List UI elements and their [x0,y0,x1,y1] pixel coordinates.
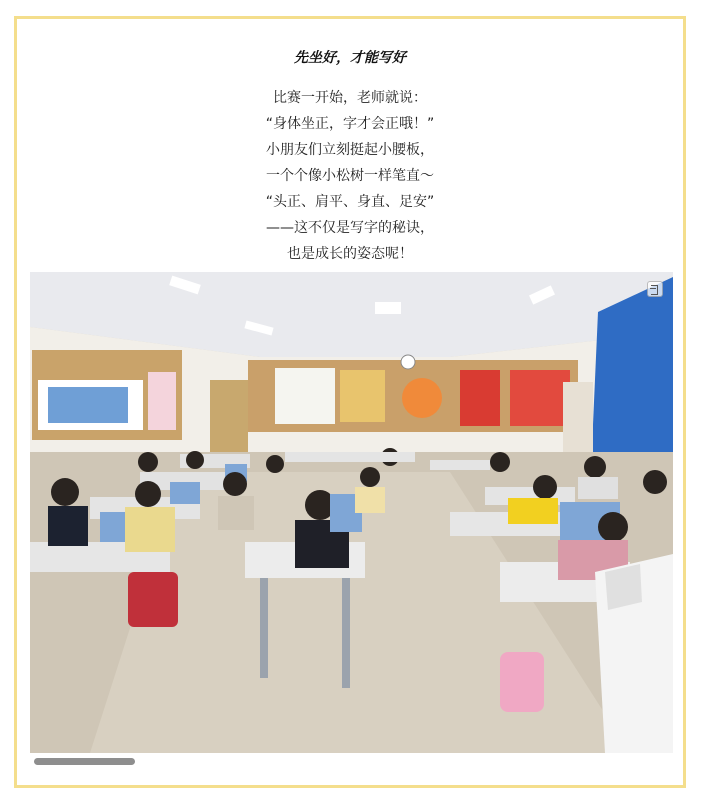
poem-line: ——这不仅是写字的秘诀， [266,220,434,236]
poem-line: 也是成长的姿态呢！ [287,246,413,262]
share-icon[interactable] [647,281,663,297]
article-title: 先坐好，才能写好 [294,50,406,66]
classroom-illustration [30,272,673,753]
poem-line: 比赛一开始，老师就说： [273,90,427,106]
article-card [14,16,686,788]
poem-line: 一个个像小松树一样笔直～ [266,168,434,184]
poem-line: “头正、肩平、身直、足安” [265,194,435,210]
poem-line: “身体坐正，字才会正哦！” [265,116,435,132]
classroom-photo[interactable] [30,272,673,753]
poem-block [17,85,683,267]
poem-line: 小朋友们立刻挺起小腰板， [266,142,434,158]
photo-scrollbar[interactable] [34,758,135,765]
